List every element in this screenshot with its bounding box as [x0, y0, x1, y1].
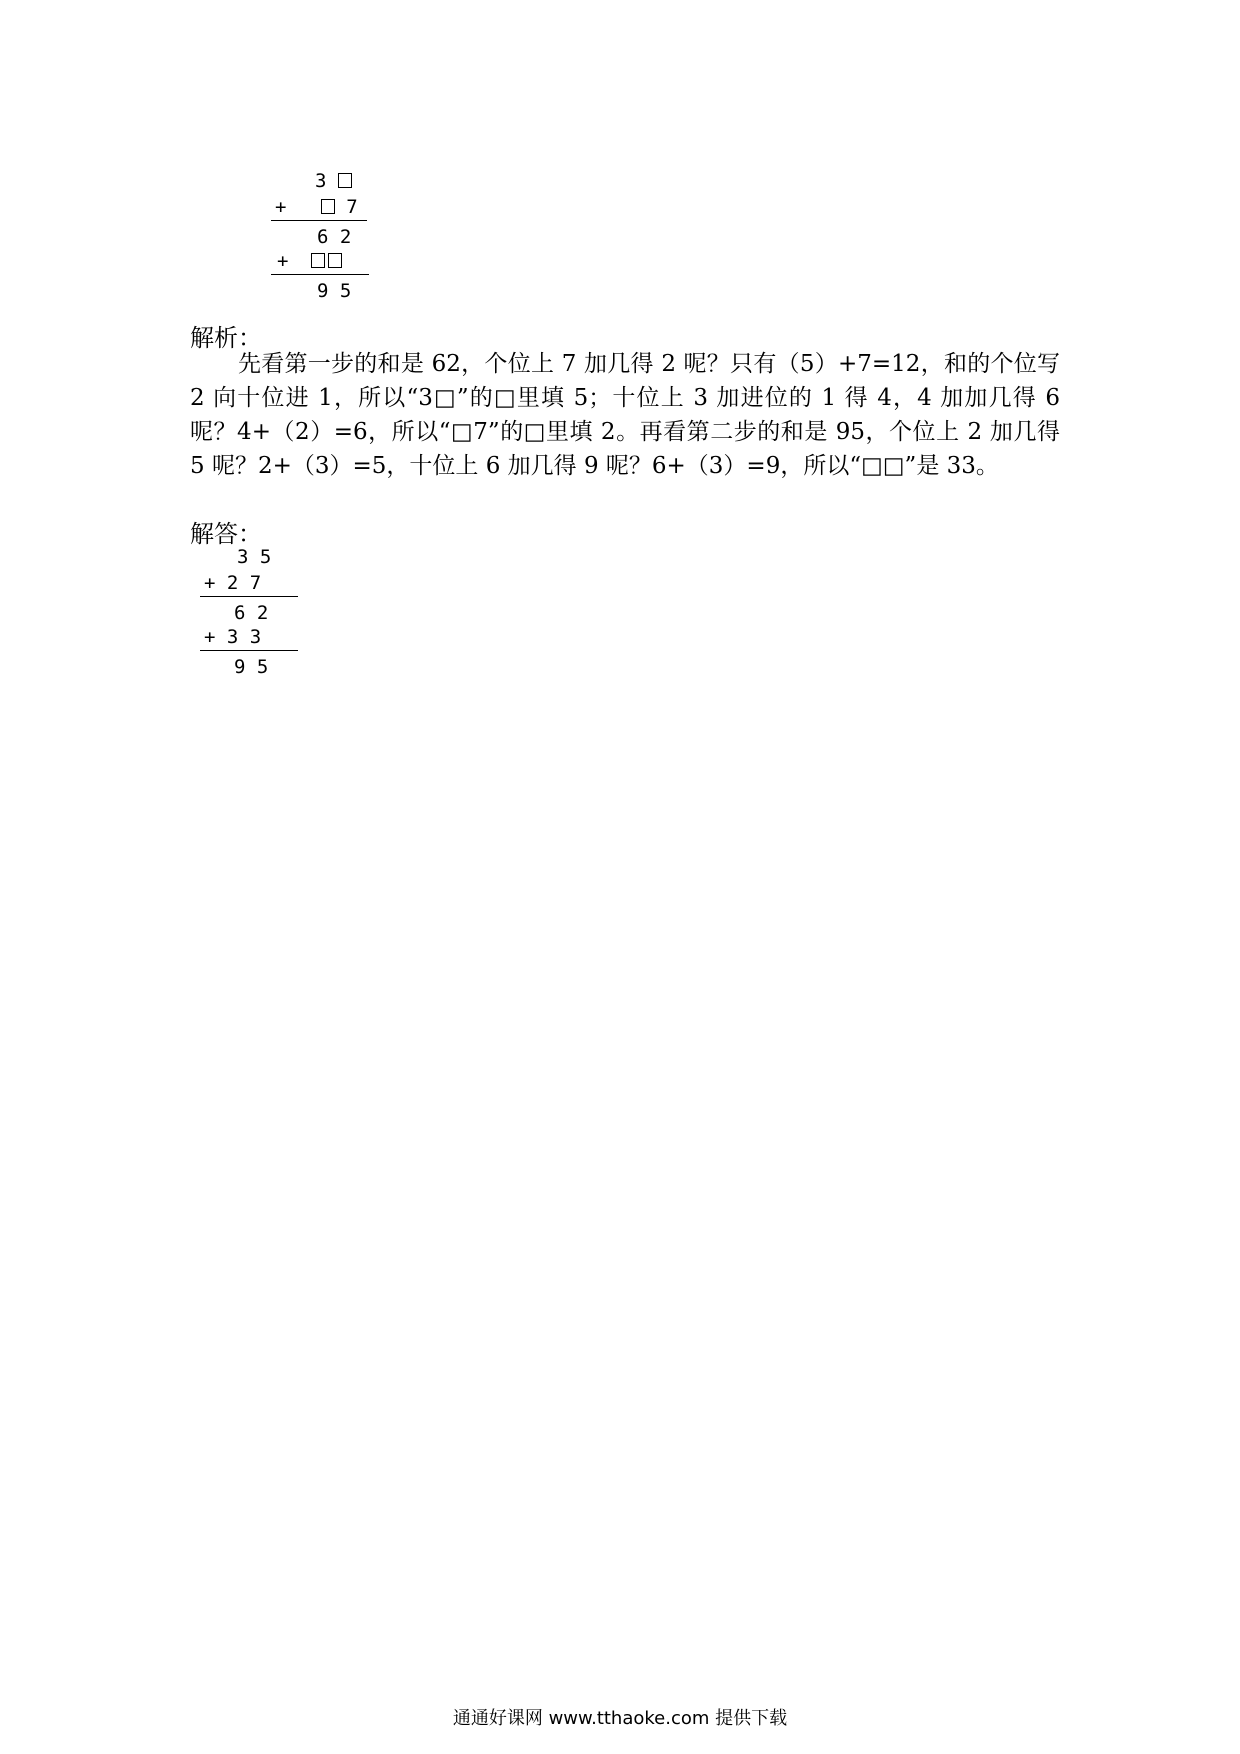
- blank-box: [321, 199, 335, 214]
- sum-line-2: [271, 274, 369, 275]
- digit: 7: [346, 196, 358, 218]
- answer-calculation: [204, 548, 314, 678]
- sum-line-1: [271, 220, 367, 221]
- analysis-text: 先看第一步的和是 62，个位上 7 加几得 2 呢？只有（5）+7=12，和的个位写 2 向十位进 1，所以“3□”的□里填 5；十位上 3 加进位的 1 得 4，4 加加几得 6 呢？4+（2）=6，所以“□7”的□里填 2。再看第二步的和是 95，个位上 2 加几得 5 呢？2+（3）=5，十位上 6 加几得 9 呢？6+（3）=9，所以“□□”是 33。: [190, 351, 1060, 479]
- answer-sum-line-2: [200, 650, 298, 651]
- answer-sum-line-1: [200, 596, 298, 597]
- plus-sign: +: [275, 196, 287, 218]
- answer-row-1: 3 5: [237, 546, 272, 568]
- answer-row-3: 6 2: [234, 602, 269, 624]
- answer-row-2: + 2 7: [204, 572, 262, 594]
- problem-row-2: [275, 198, 358, 217]
- answer-row-4: + 3 3: [204, 626, 262, 648]
- problem-row-5: 9 5: [317, 280, 352, 302]
- problem-row-3: 6 2: [317, 226, 352, 248]
- digit: 3: [315, 170, 327, 192]
- blank-box: [311, 253, 325, 268]
- problem-row-4: [277, 252, 342, 271]
- problem-row-1: [315, 172, 352, 191]
- blank-box: [328, 253, 342, 268]
- answer-label: 解答：: [190, 520, 262, 548]
- blank-box: [338, 173, 352, 188]
- answer-row-5: 9 5: [234, 656, 269, 678]
- footer-credit: 通通好课网 www.tthaoke.com 提供下载: [452, 1708, 788, 1729]
- problem-calculation: [275, 172, 385, 302]
- plus-sign: +: [277, 250, 289, 272]
- analysis-label: 解析：: [190, 324, 262, 352]
